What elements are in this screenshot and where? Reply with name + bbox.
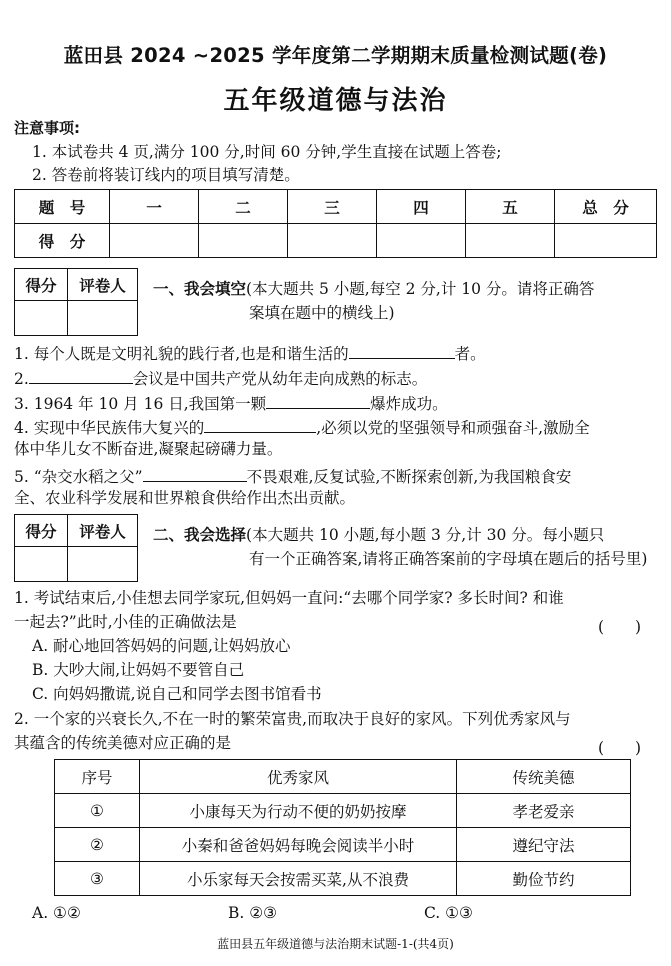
grader-name-label: 评卷人 [68,515,138,547]
fill-q1-text-b: 者。 [454,345,486,363]
notice-heading: 注意事项: [14,119,80,137]
page-footer: 蓝田县五年级道德与法治期末试题-1-(共4页) [217,937,454,951]
score-cell[interactable] [110,224,199,258]
fill-question-3 [14,394,448,413]
q2-row-3-virtue: 勤俭节约 [457,862,631,896]
q2-table-header-index: 序号 [55,760,140,794]
q2-row-3-style: 小乐家每天会按需买菜,从不浪费 [140,862,457,896]
fill-q3-text-b: 爆炸成功。 [370,395,448,413]
choice-q2-line2: 其蕴含的传统美德对应正确的是 [14,734,232,752]
grader-box-section1 [14,268,138,336]
score-table [14,189,657,258]
grader-name-cell[interactable] [68,547,138,582]
q2-row-2-virtue: 遵纪守法 [457,828,631,862]
fill-question-5 [14,467,571,486]
fill-question-5-cont: 全、农业科学发展和世界粮食供给作出杰出贡献。 [14,489,356,507]
score-table-header-label: 题 号 [15,190,110,224]
choice-q2-answer-paren[interactable]: ( ) [598,739,642,757]
score-table-col-total: 总 分 [555,190,657,224]
grader-score-label: 得分 [15,269,68,301]
choice-q2-line1: 2. 一个家的兴衰长久,不在一时的繁荣富贵,而取决于良好的家风。下列优秀家风与 [14,710,571,728]
section2-desc-1: (本大题共 10 小题,每小题 3 分,计 30 分。每小题只 [246,526,605,544]
fill-q3-blank[interactable] [266,394,370,409]
section1-desc-1: (本大题共 5 小题,每空 2 分,计 10 分。请将正确答 [246,280,595,298]
subject-title: 五年级道德与法治 [223,86,448,116]
q2-row-2-index: ② [55,828,140,862]
choice-q2-option-b: B. ②③ [228,904,278,922]
choice-q1-line2: 一起去?”此时,小佳的正确做法是 [14,613,237,631]
grader-name-cell[interactable] [68,301,138,336]
q2-row-2-style: 小秦和爸爸妈妈每晚会阅读半小时 [140,828,457,862]
table-row [55,828,631,862]
fill-q5-text-a: 5. “杂交水稻之父” [14,468,143,486]
section2-heading [153,528,604,544]
table-row [55,794,631,828]
fill-q1-text-a: 1. 每个人既是文明礼貌的践行者,也是和谐生活的 [14,345,349,363]
choice-q2-option-c: C. ①③ [424,904,473,922]
exam-title: 蓝田县 2024 ~2025 学年度第二学期期末质量检测试题(卷) [63,44,608,67]
grader-score-cell[interactable] [15,301,68,336]
notice-item-2: 2. 答卷前将装订线内的项目填写清楚。 [32,166,300,184]
score-table-col-5: 五 [466,190,555,224]
choice-q2-option-a: A. ①② [32,904,81,922]
fill-q2-blank[interactable] [29,369,133,384]
fill-q5-blank[interactable] [143,467,247,482]
section1-title: 一、我会填空 [153,280,247,298]
score-cell[interactable] [555,224,657,258]
q2-table-header-virtue: 传统美德 [457,760,631,794]
section2-title: 二、我会选择 [153,526,247,544]
fill-question-2 [14,369,427,388]
fill-q2-text-a: 2. [14,370,29,388]
score-table-col-4: 四 [377,190,466,224]
q2-row-1-style: 小康每天为行动不便的奶奶按摩 [140,794,457,828]
fill-question-1 [14,344,486,363]
grader-box-section2 [14,514,138,582]
fill-q1-blank[interactable] [349,344,455,359]
score-cell[interactable] [466,224,555,258]
grader-score-label: 得分 [15,515,68,547]
grader-score-cell[interactable] [15,547,68,582]
section1-heading [153,282,594,298]
score-table-col-1: 一 [110,190,199,224]
fill-q3-text-a: 3. 1964 年 10 月 16 日,我国第一颗 [14,395,267,413]
fill-q4-text-a: 4. 实现中华民族伟大复兴的 [14,419,205,437]
choice-q2-table [54,759,631,896]
section1-desc-2: 案填在题中的横线上) [249,304,395,322]
score-table-col-2: 二 [199,190,288,224]
q2-row-3-index: ③ [55,862,140,896]
fill-q5-text-b: 不畏艰难,反复试验,不断探索创新,为我国粮食安 [246,468,572,486]
q2-table-header-style: 优秀家风 [140,760,457,794]
choice-q1-answer-paren[interactable]: ( ) [598,618,642,636]
choice-q1-option-b: B. 大吵大闹,让妈妈不要管自己 [32,661,245,679]
table-row [55,862,631,896]
score-cell[interactable] [199,224,288,258]
fill-q4-blank[interactable] [204,418,316,433]
notice-item-1: 1. 本试卷共 4 页,满分 100 分,时间 60 分钟,学生直接在试题上答卷; [32,143,502,161]
fill-question-4-cont: 体中华儿女不断奋进,凝聚起磅礴力量。 [14,440,283,458]
q2-row-1-virtue: 孝老爱亲 [457,794,631,828]
score-cell[interactable] [377,224,466,258]
fill-question-4 [14,418,590,437]
fill-q4-text-b: ,必须以党的坚强领导和顽强奋斗,激励全 [316,419,590,437]
choice-q1-option-c: C. 向妈妈撒谎,说自己和同学去图书馆看书 [32,685,322,703]
choice-q1-line1: 1. 考试结束后,小佳想去同学家玩,但妈妈一直问:“去哪个同学家? 多长时间? 和谁 [14,589,564,607]
fill-q2-text-b: 会议是中国共产党从幼年走向成熟的标志。 [132,370,428,388]
score-table-col-3: 三 [288,190,377,224]
grader-name-label: 评卷人 [68,269,138,301]
score-table-score-label: 得 分 [15,224,110,258]
score-cell[interactable] [288,224,377,258]
choice-q1-option-a: A. 耐心地回答妈妈的问题,让妈妈放心 [32,637,291,655]
q2-row-1-index: ① [55,794,140,828]
section2-desc-2: 有一个正确答案,请将正确答案前的字母填在题后的括号里) [249,550,648,568]
